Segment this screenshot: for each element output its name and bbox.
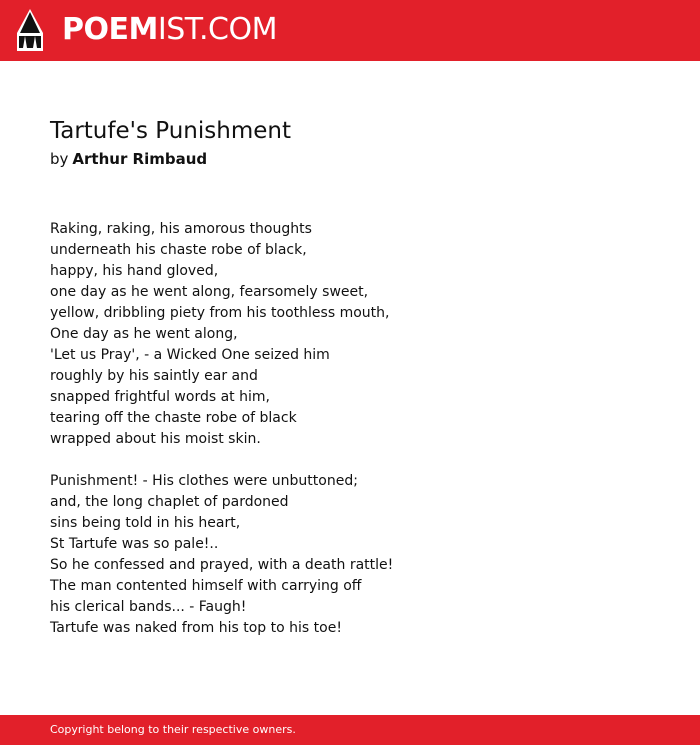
poem-line: roughly by his saintly ear and (50, 368, 258, 384)
poem-byline (50, 148, 207, 170)
poem-stanza-1 (50, 219, 650, 450)
poem-line: St Tartufe was so pale!.. (50, 536, 219, 552)
site-footer (0, 715, 700, 745)
logo-text-light: IST.COM (157, 12, 277, 47)
poem-line: happy, his hand gloved, (50, 263, 219, 279)
pencil-logo-icon[interactable] (16, 9, 44, 51)
byline-prefix: by (50, 150, 69, 168)
poem-line: yellow, dribbling piety from his toothless mouth, (50, 305, 390, 321)
poem-line: his clerical bands... - Faugh! (50, 599, 247, 615)
poem-line: and, the long chaplet of pardoned (50, 494, 289, 510)
poem-line: wrapped about his moist skin. (50, 431, 261, 447)
poem-line: 'Let us Pray', - a Wicked One seized him (50, 347, 330, 363)
author-link[interactable]: Arthur Rimbaud (72, 150, 208, 168)
poem-line: one day as he went along, fearsomely sweet, (50, 284, 369, 300)
poem-line: Punishment! - His clothes were unbuttoned; (50, 473, 358, 489)
poem-line: So he confessed and prayed, with a death rattle! (50, 557, 394, 573)
logo-text-bold: POEM (62, 12, 158, 47)
poem-line: sins being told in his heart, (50, 515, 241, 531)
poem-line: Tartufe was naked from his top to his toe! (50, 620, 342, 636)
poem-line: tearing off the chaste robe of black (50, 410, 297, 426)
poem-title: Tartufe's Punishment (50, 118, 291, 144)
poem-stanza-2 (50, 471, 650, 639)
site-header (0, 0, 700, 61)
poem-body (50, 219, 650, 660)
site-logo-link[interactable] (62, 13, 277, 47)
poem-line: underneath his chaste robe of black, (50, 242, 307, 258)
poem-line: The man contented himself with carrying off (50, 578, 362, 594)
poem-line: Raking, raking, his amorous thoughts (50, 221, 312, 237)
copyright-text: Copyright belong to their respective owners. (50, 723, 296, 736)
poem-line: snapped frightful words at him, (50, 389, 270, 405)
poem-line: One day as he went along, (50, 326, 238, 342)
